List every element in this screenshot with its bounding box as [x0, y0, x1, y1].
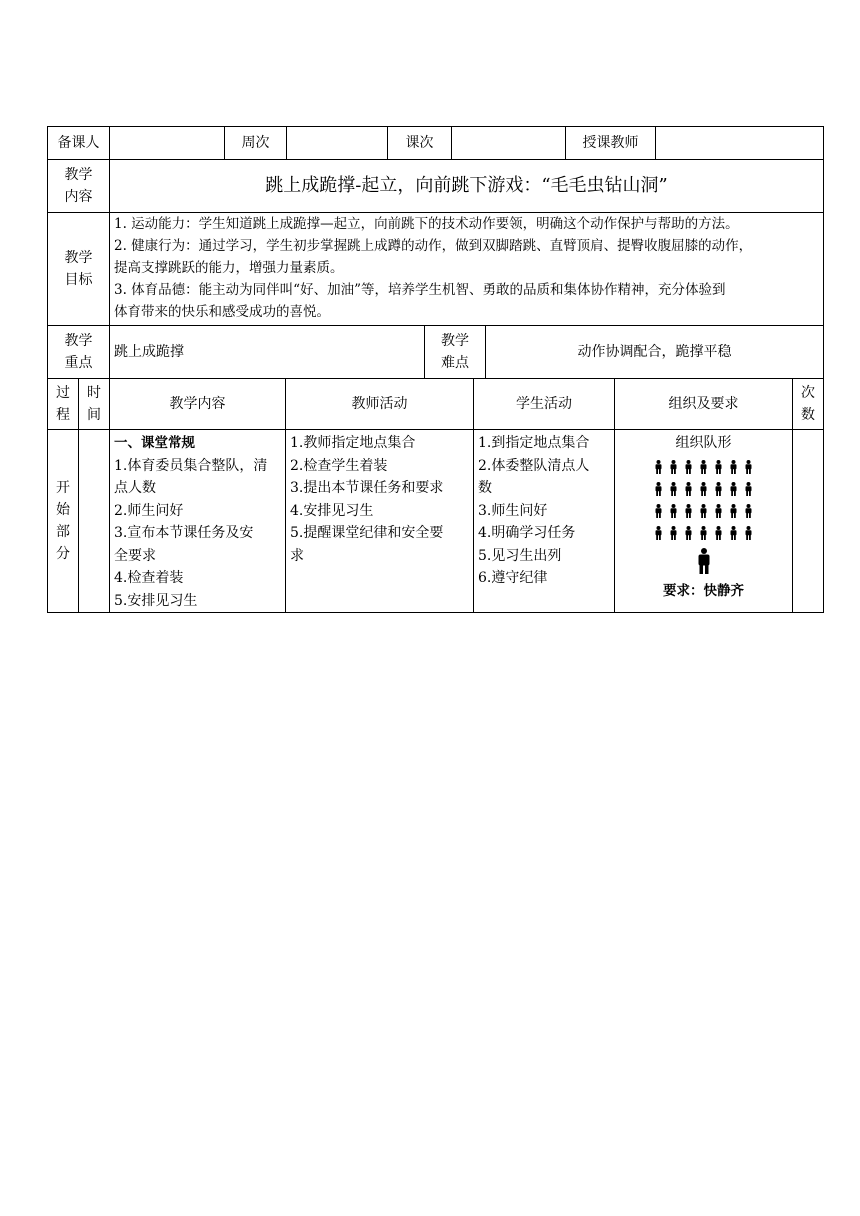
- teacher-label: 授课教师: [566, 127, 656, 160]
- section-start-time: [79, 430, 110, 613]
- student-person-icon: [684, 460, 693, 474]
- lesson-title: 跳上成跪撑-起立，向前跳下游戏：“毛毛虫钻山洞”: [110, 160, 824, 213]
- student-person-icon: [654, 460, 663, 474]
- teacher-figure-icon: [619, 546, 788, 576]
- student-person-icon: [744, 504, 753, 518]
- content-heading: 一、课堂常规: [114, 435, 195, 451]
- goal-line: 2. 健康行为：通过学习，学生初步掌握跳上成蹲的动作，做到双脚踏跳、直臂顶肩、提臀收腹屈膝的动作，: [114, 238, 753, 254]
- formation-row: [619, 522, 788, 544]
- difficulty-label: 教学 难点: [425, 326, 486, 379]
- student-person-icon: [699, 526, 708, 540]
- student-person-icon: [714, 504, 723, 518]
- student-person-icon: [654, 482, 663, 496]
- content-label: 教学 内容: [48, 160, 110, 213]
- requirement: 要求：快静齐: [663, 583, 744, 599]
- preparer-value[interactable]: [110, 127, 225, 160]
- goal-line: 体育带来的快乐和感受成功的喜悦。: [114, 304, 330, 320]
- goals-text: [110, 213, 824, 326]
- student-person-icon: [714, 526, 723, 540]
- formation-row: [619, 478, 788, 500]
- student-person-icon: [699, 482, 708, 496]
- week-value[interactable]: [287, 127, 388, 160]
- student-person-icon: [744, 482, 753, 496]
- student-person-icon: [729, 526, 738, 540]
- formation-row: [619, 500, 788, 522]
- col-time: 时 间: [79, 379, 110, 430]
- formation-row: [619, 456, 788, 478]
- student-person-icon: [714, 482, 723, 496]
- section-start-label: 开 始 部 分: [48, 430, 79, 613]
- col-content: 教学内容: [110, 379, 286, 430]
- student-person-icon: [684, 482, 693, 496]
- col-process: 过 程: [48, 379, 79, 430]
- formation-title: 组织队形: [675, 435, 732, 451]
- student-person-icon: [654, 504, 663, 518]
- student-person-icon: [729, 482, 738, 496]
- section-start-formation: [615, 430, 793, 613]
- goal-line: 3. 体育品德：能主动为同伴叫“好、加油”等，培养学生机智、勇敢的品质和集体协作精神，充分体验到: [114, 282, 726, 298]
- week-label: 周次: [225, 127, 287, 160]
- teacher-value[interactable]: [656, 127, 824, 160]
- student-person-icon: [684, 526, 693, 540]
- teacher-person-icon: [697, 548, 711, 574]
- lesson-label: 课次: [388, 127, 452, 160]
- col-org: 组织及要求: [615, 379, 793, 430]
- col-teacher: 教师活动: [286, 379, 474, 430]
- student-person-icon: [669, 482, 678, 496]
- preparer-label: 备课人: [48, 127, 110, 160]
- student-person-icon: [714, 460, 723, 474]
- key-value: 跳上成跪撑: [110, 326, 425, 379]
- goals-label: 教学 目标: [48, 213, 110, 326]
- student-person-icon: [729, 460, 738, 474]
- student-person-icon: [699, 504, 708, 518]
- key-label: 教学 重点: [48, 326, 110, 379]
- formation-grid: [619, 456, 788, 544]
- section-start-student: 1.到指定地点集合 2.体委整队清点人 数 3.师生问好 4.明确学习任务 5.见习生出列 6.遵守纪律: [474, 430, 615, 613]
- lesson-plan: [47, 126, 823, 613]
- lesson-value[interactable]: [452, 127, 566, 160]
- section-start-teacher: 1.教师指定地点集合 2.检查学生着装 3.提出本节课任务和要求 4.安排见习生 5.提醒课堂纪律和安全要 求: [286, 430, 474, 613]
- goal-line: 提高支撑跳跃的能力，增强力量素质。: [114, 260, 344, 276]
- student-person-icon: [669, 460, 678, 474]
- goal-line: 1. 运动能力：学生知道跳上成跪撑—起立，向前跳下的技术动作要领，明确这个动作保护与帮助的方法。: [114, 216, 739, 232]
- student-person-icon: [669, 526, 678, 540]
- student-person-icon: [744, 526, 753, 540]
- student-person-icon: [744, 460, 753, 474]
- student-person-icon: [729, 504, 738, 518]
- student-person-icon: [699, 460, 708, 474]
- header-table: [47, 126, 824, 326]
- col-count: 次 数: [793, 379, 824, 430]
- student-person-icon: [684, 504, 693, 518]
- process-table: [47, 378, 824, 613]
- section-start-count: [793, 430, 824, 613]
- keypoints-table: [47, 325, 824, 379]
- student-person-icon: [654, 526, 663, 540]
- col-student: 学生活动: [474, 379, 615, 430]
- student-person-icon: [669, 504, 678, 518]
- section-start-content: 一、课堂常规 1.体育委员集合整队，清 点人数 2.师生问好 3.宣布本节课任务及安 全要求 4.检查着装 5.安排见习生: [110, 430, 286, 613]
- difficulty-value: 动作协调配合，跪撑平稳: [486, 326, 824, 379]
